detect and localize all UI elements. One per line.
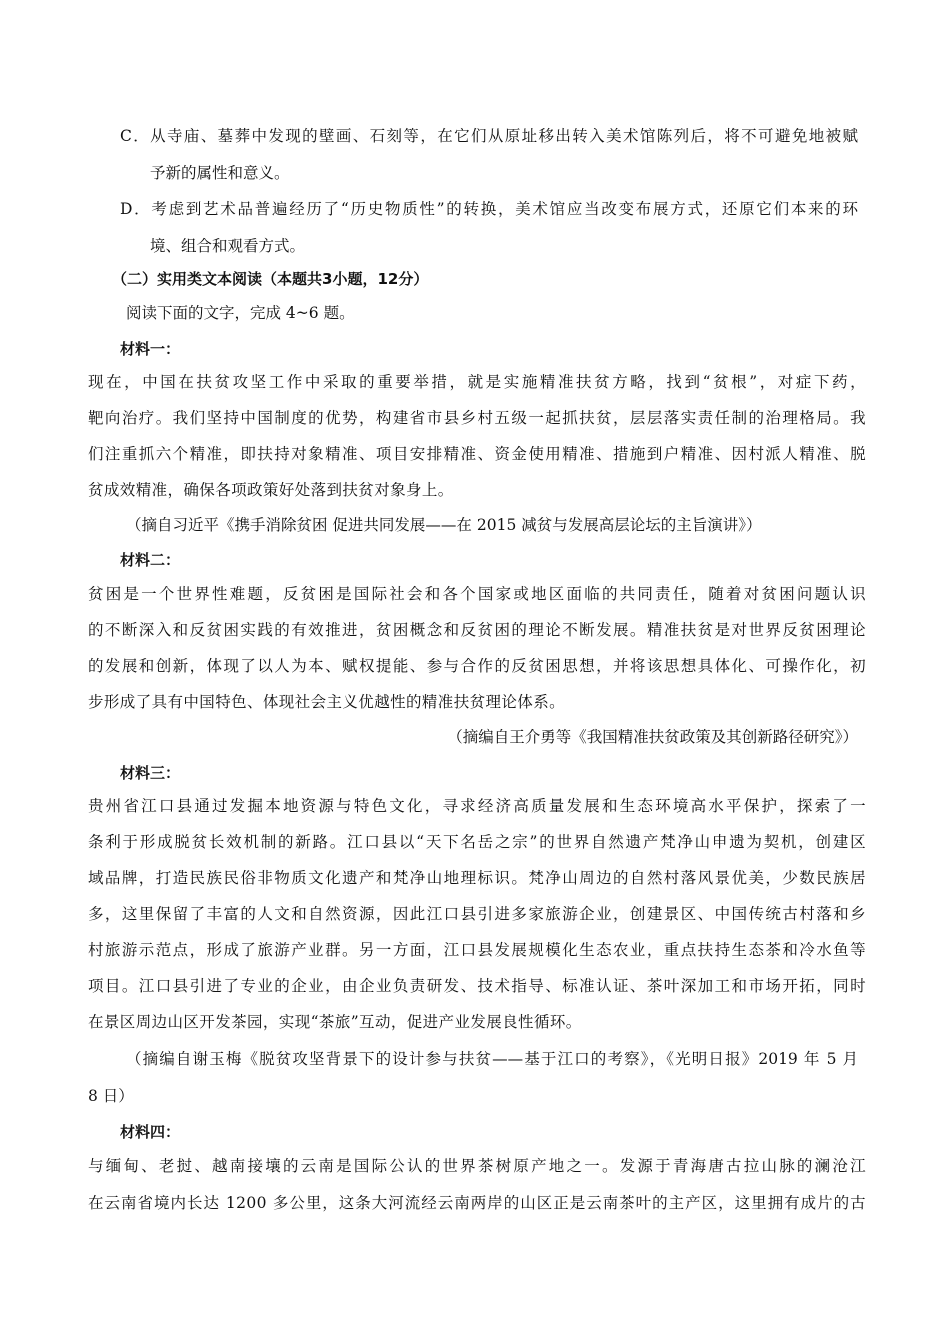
material-2-line-4: 步形成了具有中国特色、体现社会主义优越性的精准扶贫理论体系。 bbox=[88, 693, 566, 711]
material-1-source: （摘自习近平《携手消除贫困 促进共同发展——在 2015 减贫与发展高层论坛的主旨演讲》） bbox=[126, 516, 762, 534]
material-2-line-1: 贫困是一个世界性难题，反贫困是国际社会和各个国家或地区面临的共同责任，随着对贫困问题认识 bbox=[88, 585, 866, 603]
section-heading: （二）实用类文本阅读（本题共3小题，12分） bbox=[112, 270, 429, 288]
option-d-line-2: 境、组合和观看方式。 bbox=[150, 237, 306, 255]
material-3-source-line-2: 8 日） bbox=[88, 1087, 134, 1105]
material-2-title: 材料二： bbox=[120, 551, 181, 569]
material-3-line-5: 村旅游示范点，形成了旅游产业群。另一方面，江口县发展规模化生态农业，重点扶持生态茶和冷水鱼等 bbox=[88, 941, 866, 959]
option-d-line-1: D．考虑到艺术品普遍经历了“历史物质性”的转换，美术馆应当改变布展方式，还原它们本来的环 bbox=[120, 200, 858, 218]
material-3-line-6: 项目。江口县引进了专业的企业，由企业负责研发、技术指导、标准认证、茶叶深加工和市场开拓，同时 bbox=[88, 977, 866, 995]
material-3-title: 材料三： bbox=[120, 764, 181, 782]
material-1-line-1: 现在，中国在扶贫攻坚工作中采取的重要举措，就是实施精准扶贫方略，找到“贫根”，对症下药， bbox=[88, 373, 866, 391]
material-1-line-3: 们注重抓六个精准，即扶持对象精准、项目安排精准、资金使用精准、措施到户精准、因村派人精准、脱 bbox=[88, 445, 866, 463]
material-2-line-3: 的发展和创新，体现了以人为本、赋权提能、参与合作的反贫困思想，并将该思想具体化、可操作化，初 bbox=[88, 657, 866, 675]
option-c-line-2: 予新的属性和意义。 bbox=[150, 164, 290, 182]
material-3-line-7: 在景区周边山区开发茶园，实现“茶旅”互动，促进产业发展良性循环。 bbox=[88, 1013, 582, 1031]
material-4-line-2: 在云南省境内长达 1200 多公里，这条大河流经云南两岸的山区正是云南茶叶的主产区，这里拥有成片的古 bbox=[88, 1194, 866, 1212]
option-c-line-1: C．从寺庙、墓葬中发现的壁画、石刻等，在它们从原址移出转入美术馆陈列后，将不可避免地被赋 bbox=[120, 127, 858, 145]
material-3-line-4: 多，这里保留了丰富的人文和自然资源，因此江口县引进多家旅游企业，创建景区、中国传统古村落和乡 bbox=[88, 905, 866, 923]
material-1-line-4: 贫成效精准，确保各项政策好处落到扶贫对象身上。 bbox=[88, 481, 454, 499]
material-2-line-2: 的不断深入和反贫困实践的有效推进，贫困概念和反贫困的理论不断发展。精准扶贫是对世界反贫困理论 bbox=[88, 621, 866, 639]
material-2-source: （摘编自王介勇等《我国精准扶贫政策及其创新路径研究》） bbox=[447, 728, 858, 746]
instruction-text: 阅读下面的文字，完成 4~6 题。 bbox=[126, 304, 355, 322]
material-1-line-2: 靶向治疗。我们坚持中国制度的优势，构建省市县乡村五级一起抓扶贫，层层落实责任制的治理格局。我 bbox=[88, 409, 866, 427]
material-1-title: 材料一： bbox=[120, 340, 181, 358]
material-4-line-1: 与缅甸、老挝、越南接壤的云南是国际公认的世界茶树原产地之一。发源于青海唐古拉山脉的澜沧江 bbox=[88, 1157, 866, 1175]
material-3-line-2: 条利于形成脱贫长效机制的新路。江口县以“天下名岳之宗”的世界自然遗产梵净山申遗为契机，创建区 bbox=[88, 833, 866, 851]
material-3-source-line-1: （摘编自谢玉梅《脱贫攻坚背景下的设计参与扶贫——基于江口的考察》，《光明日报》2019 年 5 月 bbox=[126, 1050, 858, 1068]
material-4-title: 材料四： bbox=[120, 1123, 181, 1141]
material-3-line-3: 域品牌，打造民族民俗非物质文化遗产和梵净山地理标识。梵净山周边的自然村落风景优美，少数民族居 bbox=[88, 869, 866, 887]
material-3-line-1: 贵州省江口县通过发掘本地资源与特色文化，寻求经济高质量发展和生态环境高水平保护，探索了一 bbox=[88, 797, 866, 815]
